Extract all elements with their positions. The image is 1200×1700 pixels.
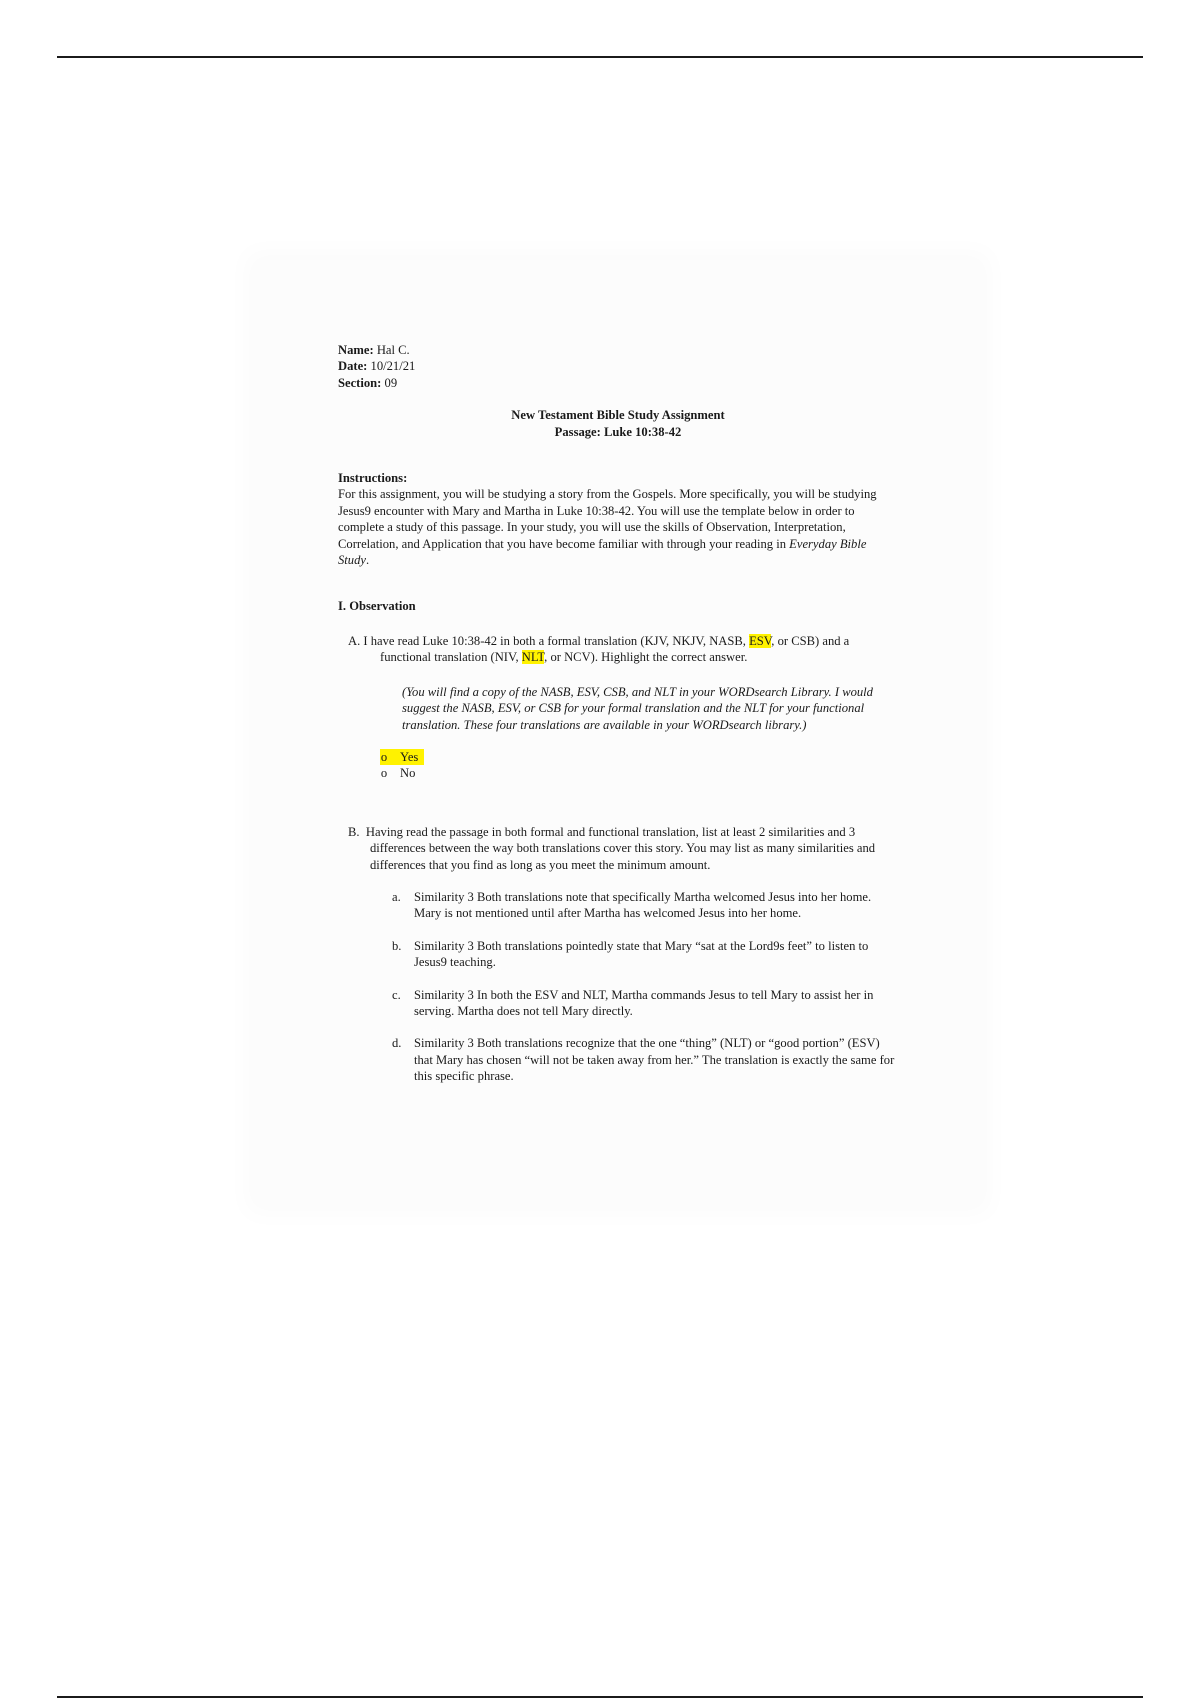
instructions-heading: Instructions: [338,471,408,486]
name-line: Name: Hal C. [338,343,410,357]
section-value: 09 [384,375,398,390]
instructions-body: For this assignment, you will be studying a story from the Gospels. More specifically, you will be studying Jesus9 encounter with Mary and Martha in Luke 10:38-42. You will use the template below in order to complete a study of this passage. In your study, you will use the skills of Observation, Interpretation, Correlation, and Application that you have become familiar with through your reading in Everyday Bible Study. [338,487,877,568]
instructions [338,470,898,568]
bottom-rule [57,1696,1143,1698]
sub-item-c: c. Similarity 3 In both the ESV and NLT, Martha commands Jesus to tell Mary to assist her in serving. Martha does not tell Mary directly. [392,987,874,1018]
highlight-esv: ESV [749,633,772,648]
section-line: Section: 09 [338,375,398,390]
sub-item-b: b. Similarity 3 Both translations pointedly state that Mary “sat at the Lord9s feet” to listen to Jesus9 teaching. [392,938,869,970]
option-yes[interactable]: o Yes [380,749,424,765]
item-b: B. Having read the passage in both formal and functional translation, list at least 2 similarities and 3 differences between the way both translations cover this story. You may list as many similarities and differences that you find as long as you meet the minimum amount. [348,824,876,872]
sub-item-a: a. Similarity 3 Both translations note that specifically Martha welcomed Jesus into her home. Mary is not mentioned until after Martha has welcomed Jesus into her home. [392,889,872,921]
title-line-2: Passage: Luke 10:38-42 [554,424,682,439]
document-content [338,342,898,1085]
top-rule [57,56,1143,58]
date-value: 10/21/21 [370,359,416,374]
translation-note: (You will find a copy of the NASB, ESV, CSB, and NLT in your WORDsearch Library. I would suggest the NASB, ESV, or CSB for your formal translation and the NLT for your functional translation. These four translations are available in your WORDsearch library.) [402,684,873,732]
bullet-icon: o [380,766,388,781]
option-no[interactable]: o No [380,766,416,781]
student-info [338,342,898,391]
date-line: Date: 10/21/21 [338,359,416,374]
bullet-icon: o [380,749,388,764]
name-value: Hal C. [376,343,410,357]
highlight-nlt: NLT [521,650,545,665]
assignment-title [338,407,898,440]
title-line-1: New Testament Bible Study Assignment [511,408,725,423]
book-title: Everyday Bible Study [338,536,867,568]
observation-heading: I. Observation [338,599,416,614]
item-a: A. I have read Luke 10:38-42 in both a formal translation (KJV, NKJV, NASB, ESV, or CSB) and a functional translation (NIV, NLT, or NCV). Highlight the correct answer. [348,633,850,665]
answer-options [380,749,898,782]
sub-item-d: d. Similarity 3 Both translations recognize that the one “thing” (NLT) or “good portion” (ESV) that Mary has chosen “will not be taken away from her.” The translation is exactly the same for this specific phrase. [392,1036,895,1084]
